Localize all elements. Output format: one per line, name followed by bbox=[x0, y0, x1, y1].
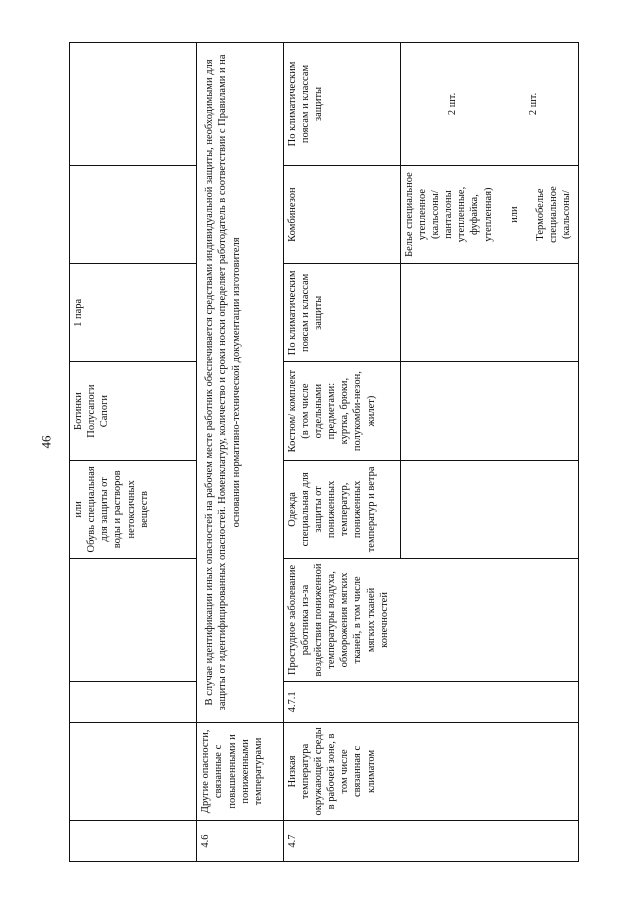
cell-clothing-4-7-1: Одежда специальная для защиты от пониженных температур, пониженных температур и ветра bbox=[283, 460, 400, 558]
cell-clothing: или Обувь специальная для защиты от воды и растворов нетоксичных веществ bbox=[70, 460, 197, 558]
cell-norm-coverall: По климатическим поясам и классам защиты bbox=[283, 43, 400, 166]
rotated-table-wrapper bbox=[69, 42, 579, 862]
cell-extra-2 bbox=[70, 43, 197, 166]
cell-subnum bbox=[70, 681, 197, 722]
cell-item-coverall: Комбинезон bbox=[283, 165, 400, 263]
cell-norm-4-7-1: По климатическим поясам и классам защиты bbox=[283, 264, 400, 362]
ppe-norms-table bbox=[69, 42, 579, 862]
cell-risk-4-7-1: Простудное заболевание работника из-за воздействия пониженной температуры воздуха, обморожения мягких тканей, в том числе мягких тканей конечностей bbox=[283, 559, 578, 682]
cell-subnum-4-7-1: 4.7.1 bbox=[283, 681, 578, 722]
cell-empty bbox=[400, 460, 578, 558]
cell-num-4-6: 4.6 bbox=[197, 821, 284, 862]
cell-kit-4-7-1: Костюм/ комплект (в том числе отдельными предметами: куртка, брюки, полукомби-незон, жилет) bbox=[283, 362, 400, 460]
cell-extra bbox=[70, 165, 197, 263]
cell-hazard-4-6: Другие опасности, связанные с повышенными и пониженными температурами bbox=[197, 722, 284, 820]
cell-note-4-6: В случае идентификации иных опасностей на рабочем месте работник обеспечивается средствами индивидуальной защиты, необходимыми для защиты от идентифицированных опасностей. Номенклатуру, количество и сроки носки определяет работодатель в соответствии с Правилами и на основании нормативно-технической документации изготовителя bbox=[197, 43, 284, 723]
cell-num bbox=[70, 821, 197, 862]
table-row-4-7 bbox=[283, 43, 400, 862]
table-row-top bbox=[70, 43, 197, 862]
cell-risk bbox=[70, 559, 197, 682]
cell-empty bbox=[400, 264, 578, 362]
table-row-4-6 bbox=[197, 43, 284, 862]
cell-underwear-items: Белье специальное утепленное (кальсоны/ панталоны утепленные, фуфайка, утепленная) или Термобелье специальное (кальсоны/ bbox=[400, 165, 578, 263]
cell-empty bbox=[400, 362, 578, 460]
underwear-qty-2: 2 шт. bbox=[527, 92, 539, 116]
cell-hazard-4-7: Низкая температура окружающей среды в рабочей зоне, в том числе связанная с климатом bbox=[283, 722, 578, 820]
cell-underwear-qty bbox=[400, 43, 578, 166]
underwear-qty-1: 2 шт. bbox=[446, 92, 458, 116]
cell-footwear-types: Ботинки Полусапоги Сапоги bbox=[70, 362, 197, 460]
cell-quantity: 1 пара bbox=[70, 264, 197, 362]
cell-hazard bbox=[70, 722, 197, 820]
page-number: 46 bbox=[38, 435, 54, 449]
cell-num-4-7: 4.7 bbox=[283, 821, 578, 862]
